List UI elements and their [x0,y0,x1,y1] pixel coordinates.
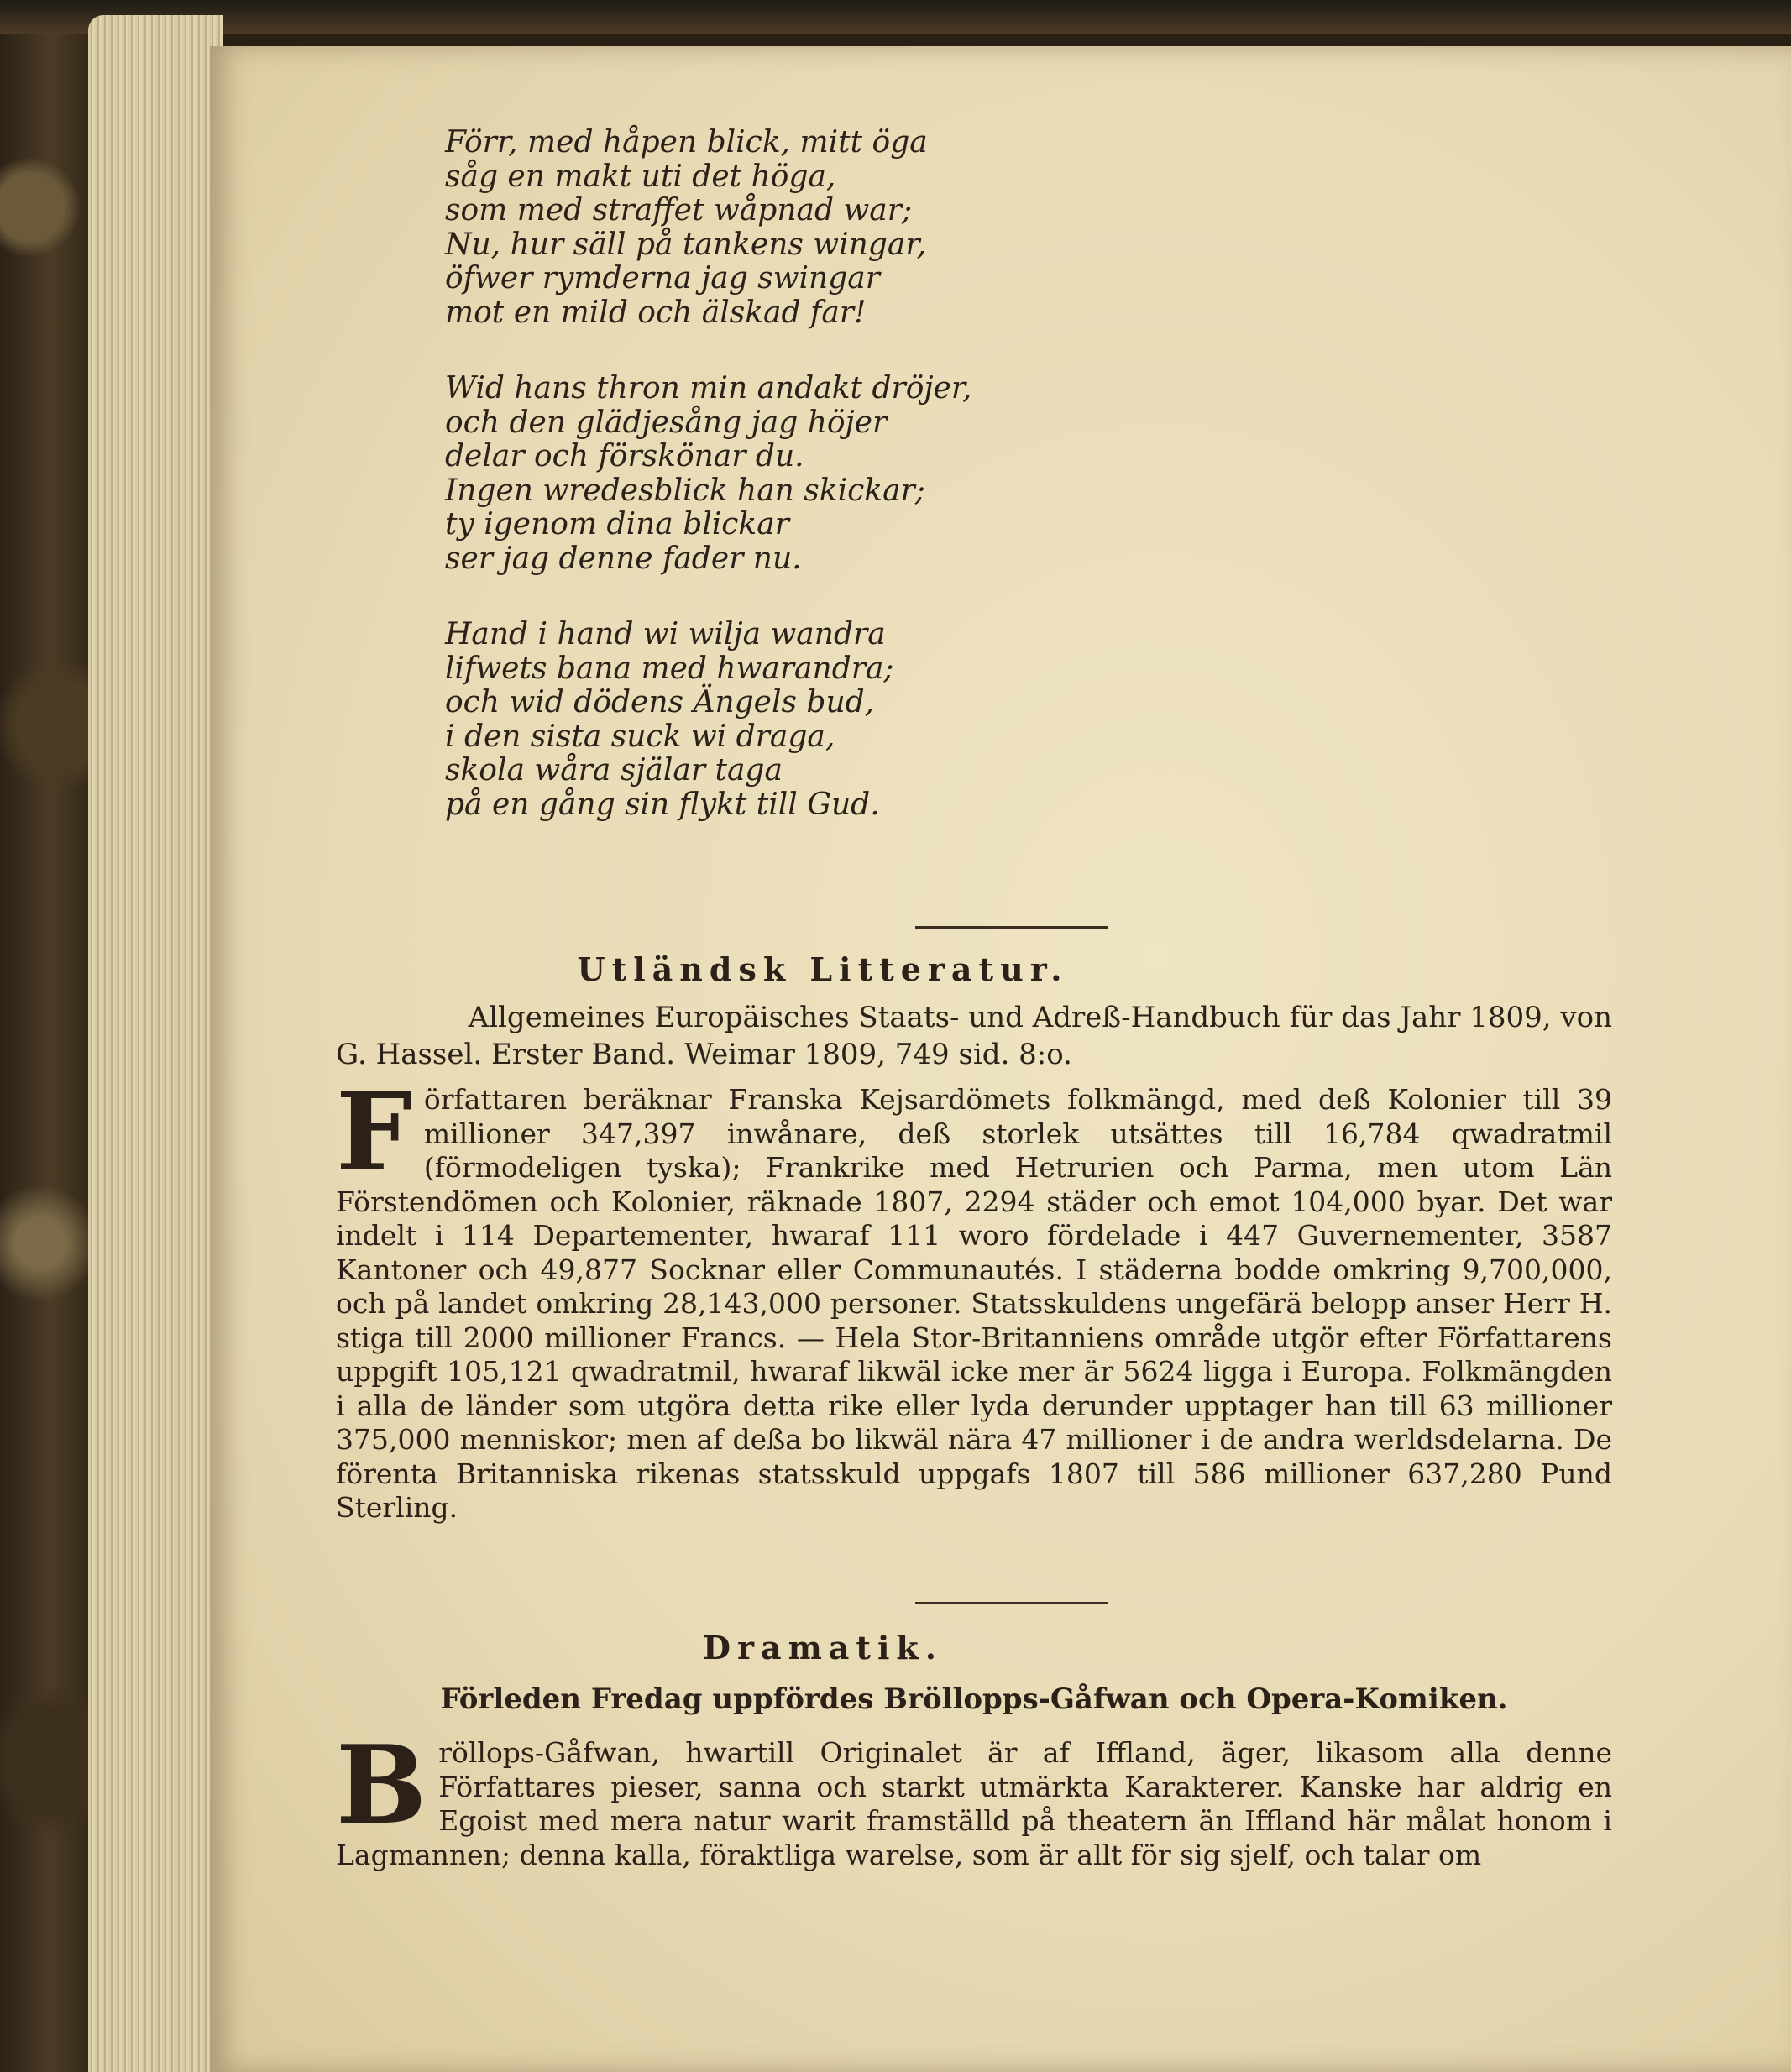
section-divider [915,1602,1108,1604]
page-edges [88,15,223,2072]
section-title-drama: Dramatik. [703,1629,943,1666]
poem-line: Förr, med håpen blick, mitt öga [445,125,928,160]
poem-line: Hand i hand wi wilja wandra [445,617,886,651]
poem-stanza-1 [445,126,1285,330]
poem-line: och wid dödens Ängels bud, [445,685,875,719]
poem-line: på en gång sin flykt till Gud. [445,787,880,822]
poem-line: och den glädjesång jag höjer [445,405,888,440]
drop-cap: B [336,1723,427,1849]
poem-line: skola wåra själar taga [445,753,783,787]
poem [445,126,1285,822]
drama-subtitle: Förleden Fredag uppfördes Bröllopps-Gåfwan och Opera-Komiken. [440,1682,1508,1716]
poem-stanza-3 [445,618,1285,822]
book-top-edge [0,0,1791,34]
poem-line: Ingen wredesblick han skickar; [445,473,925,508]
section-divider [915,926,1108,929]
poem-line: såg en makt uti det höga, [445,159,836,194]
poem-line: Nu, hur säll på tankens wingar, [445,227,927,262]
poem-line: i den sista suck wi draga, [445,719,835,754]
poem-line: Wid hans thron min andakt dröjer, [445,371,972,406]
poem-line: som med straffet wåpnad war; [445,193,913,228]
review-paragraph [336,1070,1612,1525]
poem-line: mot en mild och älskad far! [445,295,867,330]
poem-stanza-2 [445,372,1285,576]
book-cover [0,0,101,2072]
poem-line: öfwer rymderna jag swingar [445,261,880,296]
book-citation-line-1: Allgemeines Europäisches Staats- und Adreß-Handbuch für das Jahr 1809, von [468,1001,1612,1034]
poem-line: ser jag denne fader nu. [445,541,802,576]
review-text: örfattaren beräknar Franska Kejsardömets folkmängd, med deß Kolonier till 39 millioner 347,397 inwånare, deß storlek utsättes till 16,784 qwadratmil (förmodeligen tyska); Frankrike med Hetrurien och Parma, men utom Län Förstendömen och Kolonier, räknade 1807, 2294 städer och emot 104,000 byar. Det war indelt i 114 Departementer, hwaraf 111 woro fördelade i 447 Guvernementer, 3587 Kantoner och 49,877 Socknar eller Communautés. I städerna bodde omkring 9,700,000, och på landet omkring 28,143,000 personer. Statsskuldens ungefärä belopp anser Herr H. stiga till 2000 millioner Francs. — Hela Stor-Britanniens område utgör efter Författarens uppgift 105,121 qwadratmil, hwaraf likwäl icke mer är 5624 ligga i Europa. Folkmängden i alla de länder som utgöra detta rike eller lyda derunder upptager han till 63 millioner 375,000 menniskor; men af deßa bo likwäl nära 47 millioner i de andra werldsdelarna. De förenta Britanniska rikenas statsskuld uppgafs 1807 till 586 millioner 637,280 Pund Sterling. [336,1083,1612,1524]
poem-line: delar och förskönar du. [445,439,804,474]
poem-line: lifwets bana med hwarandra; [445,651,894,686]
book-citation-line-2: G. Hassel. Erster Band. Weimar 1809, 749 sid. 8:o. [336,1038,1072,1071]
drama-paragraph [336,1723,1612,1872]
poem-line: ty igenom dina blickar [445,507,789,542]
drop-cap: F [336,1070,412,1196]
drama-text: röllops-Gåfwan, hwartill Originalet är af Iffland, äger, likasom alla denne Författares pieser, sanna och starkt utmärkta Karakterer. Kanske har aldrig en Egoist med mera natur warit framställd på theatern än Iffland här målat honom i Lagmannen; denna kalla, föraktliga warelse, som är allt för sig sjelf, och talar om [336,1736,1612,1871]
section-title-literature: Utländsk Litteratur. [577,950,1069,988]
